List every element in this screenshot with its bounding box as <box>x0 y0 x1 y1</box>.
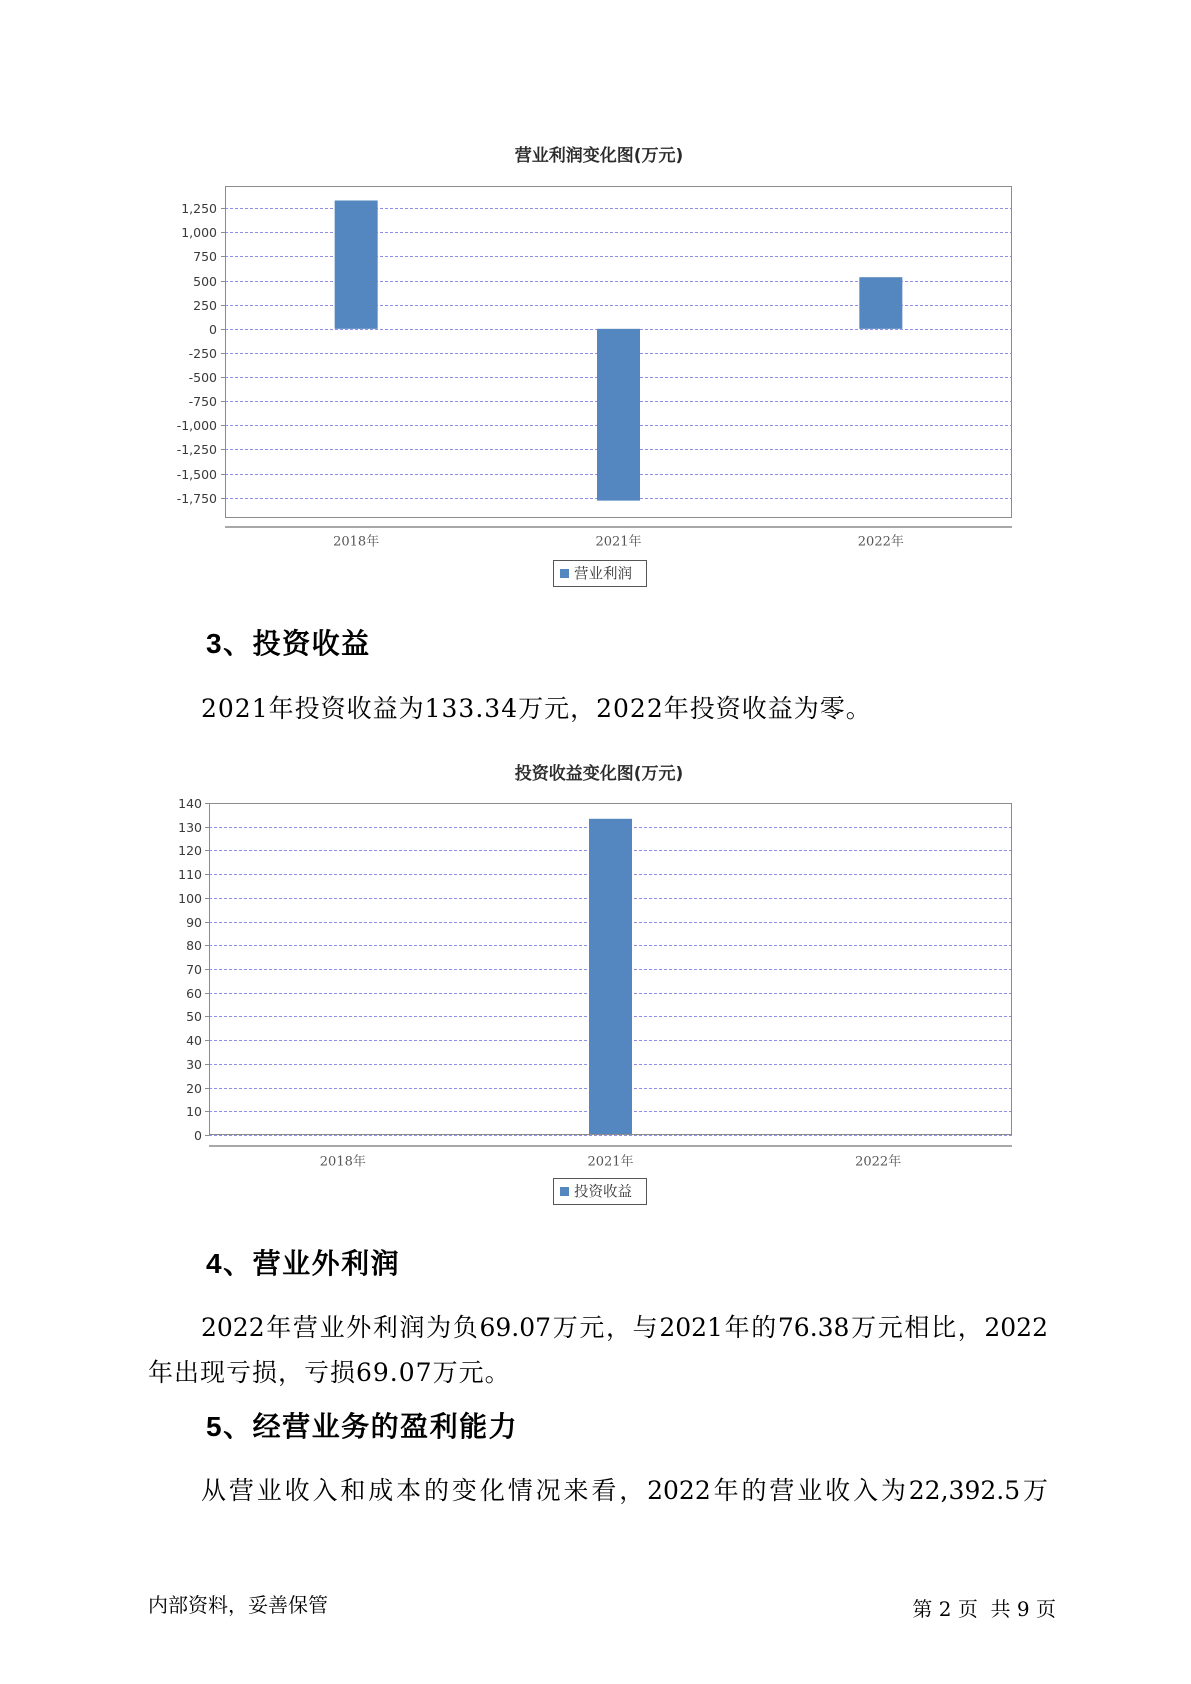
paragraph-line: 2021年投资收益为133.34万元，2022年投资收益为零。 <box>201 694 872 723</box>
legend-swatch <box>560 569 569 578</box>
y-tick-label: 90 <box>186 915 202 930</box>
legend <box>554 561 647 587</box>
y-tick-label: -250 <box>188 346 217 361</box>
y-tick-label: 750 <box>193 249 217 264</box>
section-heading-non-operating-profit: 4、营业外利润 <box>206 1248 401 1279</box>
y-tick-label: -1,000 <box>176 418 217 433</box>
bar-2021 <box>597 329 640 501</box>
y-tick-label: 10 <box>186 1104 202 1119</box>
x-tick-label: 2022年 <box>857 534 904 550</box>
y-tick-label: 30 <box>186 1057 202 1072</box>
y-tick-label: 1,250 <box>181 201 217 216</box>
y-tick-label: 40 <box>186 1033 202 1048</box>
y-tick-label: 20 <box>186 1081 202 1096</box>
y-tick-label: 130 <box>178 820 202 835</box>
y-tick-label: 100 <box>178 891 202 906</box>
operating-profit-chart-svg <box>140 130 1040 600</box>
y-tick-label: 70 <box>186 962 202 977</box>
y-tick-label: 140 <box>178 796 202 811</box>
bar-layer <box>589 819 632 1135</box>
section-heading-investment-income: 3、投资收益 <box>206 628 371 659</box>
bar-2022 <box>859 277 902 329</box>
y-tick-label: 50 <box>186 1009 202 1024</box>
x-tick-label: 2018年 <box>319 1154 366 1170</box>
section-heading-profitability: 5、经营业务的盈利能力 <box>206 1411 519 1442</box>
bar-2021 <box>589 819 632 1135</box>
chart-title: 营业利润变化图(万元) <box>514 146 684 166</box>
y-tick-label: 80 <box>186 938 202 953</box>
y-tick-label: 0 <box>209 322 217 337</box>
operating-profit-chart <box>140 130 1040 600</box>
x-tick-label: 2021年 <box>587 1154 634 1170</box>
y-tick-label: 60 <box>186 986 202 1001</box>
y-tick-label: 0 <box>194 1128 202 1143</box>
bar-2018 <box>335 200 378 328</box>
legend <box>554 1179 647 1205</box>
y-tick-label: 110 <box>178 867 202 882</box>
investment-income-chart-svg <box>140 745 1040 1215</box>
y-tick-label: -1,250 <box>176 442 217 457</box>
x-tick-label: 2018年 <box>333 534 380 550</box>
footer-confidential-note: 内部资料，妥善保管 <box>148 1593 328 1617</box>
axes-layer <box>177 187 1012 550</box>
legend-label: 投资收益 <box>574 1184 632 1201</box>
y-tick-label: -750 <box>188 394 217 409</box>
x-tick-label: 2022年 <box>855 1154 902 1170</box>
paragraph-line: 从营业收入和成本的变化情况来看，2022年的营业收入为22,392.5万 <box>201 1476 1048 1505</box>
paragraph-line: 年出现亏损，亏损69.07万元。 <box>148 1358 511 1387</box>
footer-page-number: 第 2 页 共 9 页 <box>912 1597 1056 1621</box>
y-tick-label: -1,500 <box>176 467 217 482</box>
y-tick-label: 120 <box>178 843 202 858</box>
y-tick-label: 1,000 <box>181 225 217 240</box>
y-tick-label: 250 <box>193 298 217 313</box>
y-tick-label: 500 <box>193 274 217 289</box>
investment-income-chart <box>140 745 1040 1215</box>
x-tick-label: 2021年 <box>595 534 642 550</box>
paragraph-line: 2022年营业外利润为负69.07万元，与2021年的76.38万元相比，2022 <box>201 1313 1048 1342</box>
legend-label: 营业利润 <box>574 566 632 583</box>
y-tick-label: -1,750 <box>176 491 217 506</box>
y-tick-label: -500 <box>188 370 217 385</box>
bar-layer <box>335 200 903 500</box>
chart-title: 投资收益变化图(万元) <box>514 764 684 784</box>
legend-swatch <box>560 1187 569 1196</box>
